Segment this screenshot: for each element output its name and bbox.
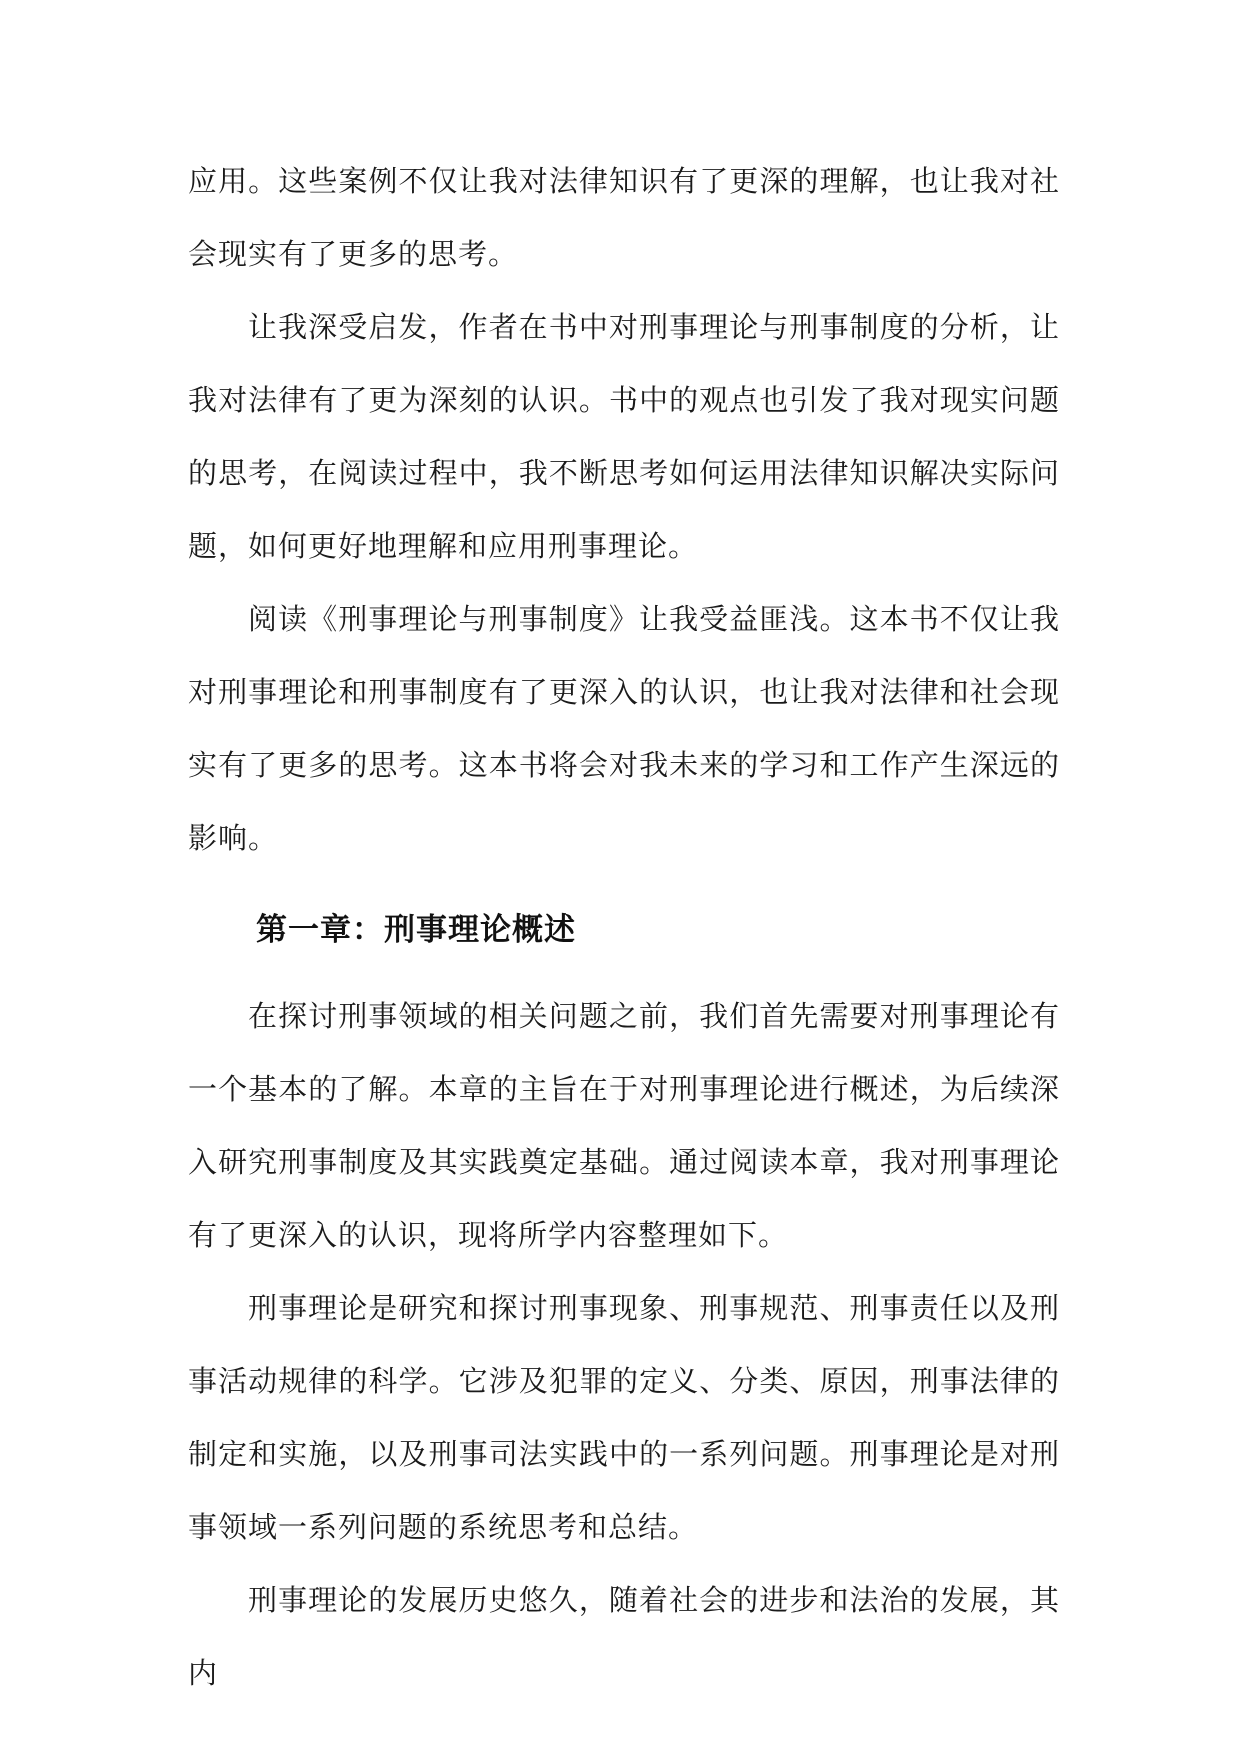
paragraph-4: 在探讨刑事领域的相关问题之前，我们首先需要对刑事理论有一个基本的了解。本章的主旨在于对刑事理论进行概述，为后续深入研究刑事制度及其实践奠定基础。通过阅读本章，我对刑事理论有了更深入的认识，现将所学内容整理如下。: [188, 999, 1060, 1252]
paragraph-5: 刑事理论是研究和探讨刑事现象、刑事规范、刑事责任以及刑事活动规律的科学。它涉及犯罪的定义、分类、原因，刑事法律的制定和实施，以及刑事司法实践中的一系列问题。刑事理论是对刑事领域一系列问题的系统思考和总结。: [188, 1291, 1060, 1544]
paragraph-2: 让我深受启发，作者在书中对刑事理论与刑事制度的分析，让我对法律有了更为深刻的认识。书中的观点也引发了我对现实问题的思考，在阅读过程中，我不断思考如何运用法律知识解决实际问题，如何更好地理解和应用刑事理论。: [188, 310, 1060, 563]
paragraph-6: 刑事理论的发展历史悠久，随着社会的进步和法治的发展，其内: [188, 1583, 1060, 1690]
paragraph-1: 应用。这些案例不仅让我对法律知识有了更深的理解，也让我对社会现实有了更多的思考。: [188, 164, 1060, 271]
chapter-heading: 第一章：刑事理论概述: [256, 912, 576, 948]
paragraph-3: 阅读《刑事理论与刑事制度》让我受益匪浅。这本书不仅让我对刑事理论和刑事制度有了更深入的认识，也让我对法律和社会现实有了更多的思考。这本书将会对我未来的学习和工作产生深远的影响。: [188, 602, 1060, 855]
document-body: [188, 145, 1060, 1710]
